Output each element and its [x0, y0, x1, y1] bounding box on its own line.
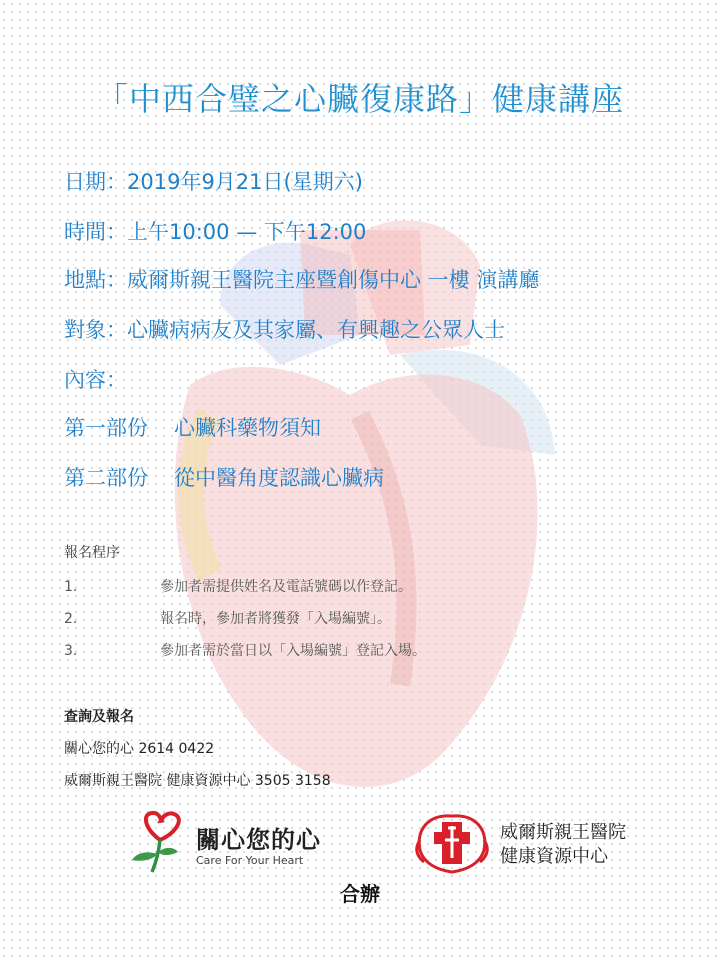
step-text: 參加者需提供姓名及電話號碼以作登記。 — [160, 579, 412, 595]
event-date: 日期：2019年9月21日(星期六) — [64, 170, 363, 194]
step-number: 3. — [64, 643, 78, 659]
poster-title: 「中西合璧之心臟復康路」健康講座 — [95, 80, 624, 118]
enquiry-line: 威爾斯親王醫院 健康資源中心 3505 3158 — [64, 773, 331, 789]
enquiry-title: 查詢及報名 — [64, 709, 134, 725]
step-number: 2. — [64, 611, 78, 627]
org2-name-line2: 健康資源中心 — [500, 846, 608, 867]
org1-name: 關心您的心 — [196, 826, 321, 854]
heart-plant-icon — [130, 810, 192, 874]
pwh-health-resource-centre-logo — [412, 810, 672, 874]
registration-step — [64, 640, 426, 660]
step-text: 參加者需於當日以「入場編號」登記入場。 — [160, 643, 426, 659]
enquiry-line: 關心您的心 2614 0422 — [64, 741, 215, 757]
event-time: 時間：上午10:00 — 下午12:00 — [64, 220, 367, 244]
registration-step — [64, 608, 391, 628]
registration-title: 報名程序 — [64, 545, 120, 561]
care-for-your-heart-logo — [130, 810, 340, 874]
co-organized-label: 合辦 — [340, 882, 380, 906]
part-one-label: 第一部份 — [64, 416, 148, 440]
event-venue: 地點：威爾斯親王醫院主座暨創傷中心 一樓 演講廳 — [64, 268, 540, 292]
org2-name-line1: 威爾斯親王醫院 — [500, 822, 626, 843]
step-text: 報名時，參加者將獲發「入場編號」。 — [160, 611, 391, 627]
hospital-emblem-icon — [412, 810, 492, 874]
part-two-label: 第二部份 — [64, 466, 148, 490]
registration-step — [64, 576, 412, 596]
part-two-topic: 從中醫角度認識心臟病 — [174, 466, 384, 490]
event-audience: 對象：心臟病病友及其家屬、有興趣之公眾人士 — [64, 318, 505, 342]
org1-english-name: Care For Your Heart — [196, 854, 304, 867]
part-two — [64, 462, 384, 492]
part-one-topic: 心臟科藥物須知 — [174, 416, 321, 440]
step-number: 1. — [64, 579, 78, 595]
content-label: 內容： — [64, 368, 127, 392]
part-one — [64, 412, 321, 442]
